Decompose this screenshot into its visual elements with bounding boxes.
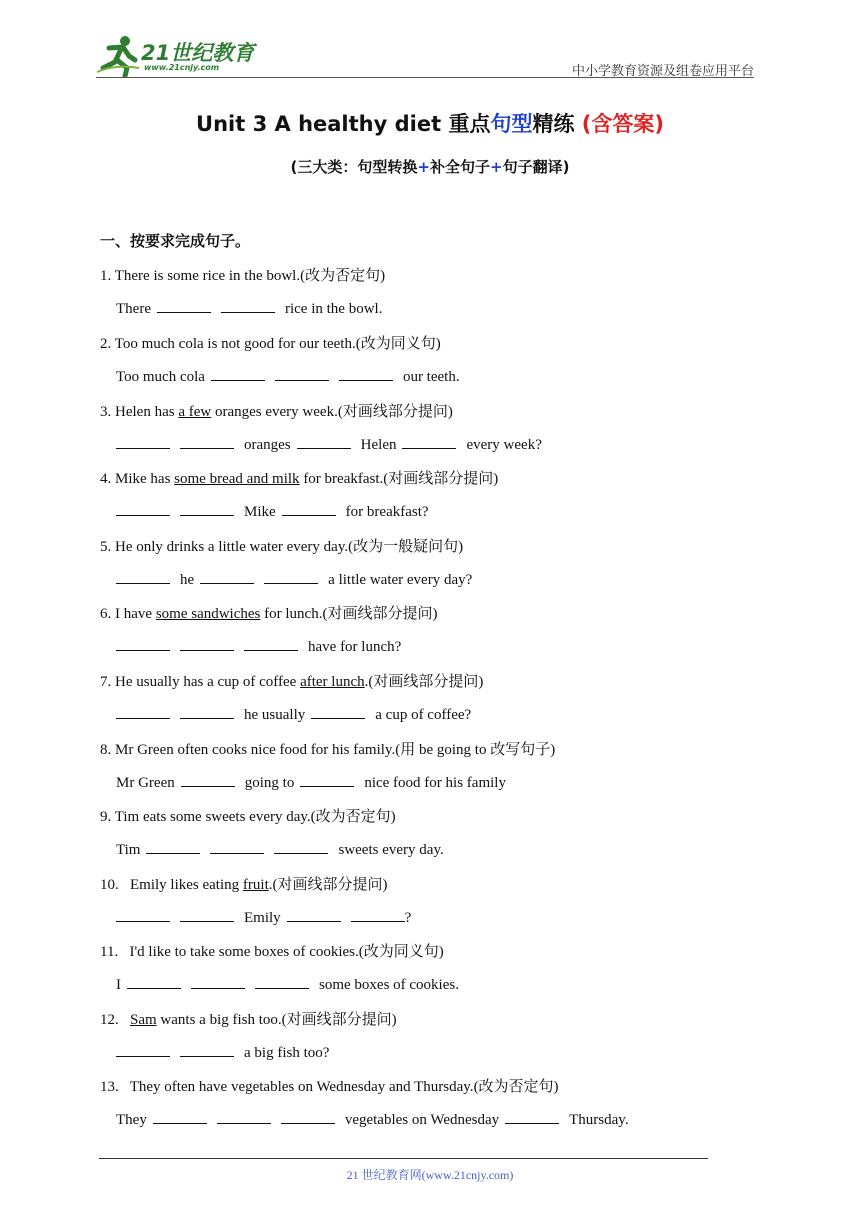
blank[interactable] xyxy=(297,434,351,449)
blank[interactable] xyxy=(221,298,275,313)
blank[interactable] xyxy=(311,704,365,719)
answer-6: have for lunch? xyxy=(116,636,401,656)
blank[interactable] xyxy=(116,569,170,584)
logo-text: 21世纪教育 xyxy=(141,41,255,65)
blank[interactable] xyxy=(116,501,170,516)
answer-5: he a little water every day? xyxy=(116,569,472,589)
question-2: 2. Too much cola is not good for our teeth.(改为同义句) xyxy=(100,336,441,352)
section-title: 一、按要求完成句子。 xyxy=(100,232,251,250)
blank[interactable] xyxy=(116,1042,170,1057)
question-9: 9. Tim eats some sweets every day.(改为否定句) xyxy=(100,809,396,825)
answer-7: he usually a cup of coffee? xyxy=(116,704,471,724)
blank[interactable] xyxy=(217,1109,271,1124)
blank[interactable] xyxy=(180,501,234,516)
question-3: 3. Helen has a few oranges every week.(对画线部分提问) xyxy=(100,404,453,420)
blank[interactable] xyxy=(274,839,328,854)
logo-url: www.21cnjy.com xyxy=(144,63,220,72)
subtitle-c: 句子翻译) xyxy=(502,158,570,176)
blank[interactable] xyxy=(127,974,181,989)
header-platform-text: 中小学教育资源及组卷应用平台 xyxy=(571,64,754,79)
header-divider xyxy=(96,77,754,78)
question-13: 13. They often have vegetables on Wednesday and Thursday.(改为否定句) xyxy=(100,1079,559,1095)
runner-icon xyxy=(95,34,141,78)
blank[interactable] xyxy=(191,974,245,989)
blank[interactable] xyxy=(287,907,341,922)
answer-13: They vegetables on Wednesday Thursday. xyxy=(116,1109,629,1129)
answer-8: Mr Green going to nice food for his family xyxy=(116,772,506,792)
blank[interactable] xyxy=(157,298,211,313)
page-subtitle xyxy=(0,156,860,177)
blank[interactable] xyxy=(244,636,298,651)
blank[interactable] xyxy=(116,434,170,449)
blank[interactable] xyxy=(282,501,336,516)
answer-10: Emily ? xyxy=(116,907,411,927)
blank[interactable] xyxy=(116,636,170,651)
subtitle-b: 补全句子 xyxy=(429,158,490,176)
blank[interactable] xyxy=(180,907,234,922)
question-4: 4. Mike has some bread and milk for breakfast.(对画线部分提问) xyxy=(100,471,499,487)
blank[interactable] xyxy=(180,704,234,719)
blank[interactable] xyxy=(351,907,405,922)
subtitle-plus-1: + xyxy=(417,158,430,176)
answer-9: Tim sweets every day. xyxy=(116,839,444,859)
title-part-2: 句型 xyxy=(490,112,533,136)
question-6: 6. I have some sandwiches for lunch.(对画线部分提问) xyxy=(100,606,438,622)
answer-11: I some boxes of cookies. xyxy=(116,974,459,994)
blank[interactable] xyxy=(116,907,170,922)
blank[interactable] xyxy=(255,974,309,989)
blank[interactable] xyxy=(281,1109,335,1124)
blank[interactable] xyxy=(300,772,354,787)
question-7: 7. He usually has a cup of coffee after lunch.(对画线部分提问) xyxy=(100,674,484,690)
blank[interactable] xyxy=(211,366,265,381)
page-header xyxy=(0,0,860,80)
question-1: 1. There is some rice in the bowl.(改为否定句) xyxy=(100,268,386,284)
blank[interactable] xyxy=(402,434,456,449)
answer-12: a big fish too? xyxy=(116,1042,329,1062)
question-11: 11. I'd like to take some boxes of cookies.(改为同义句) xyxy=(100,944,444,960)
blank[interactable] xyxy=(180,434,234,449)
footer-link[interactable]: 21 世纪教育网(www.21cnjy.com) xyxy=(346,1168,514,1182)
blank[interactable] xyxy=(146,839,200,854)
blank[interactable] xyxy=(275,366,329,381)
title-part-1: Unit 3 A healthy diet 重点 xyxy=(196,112,491,136)
subtitle-plus-2: + xyxy=(490,158,503,176)
subtitle-a: (三大类：句型转换 xyxy=(290,158,418,176)
answer-1: There rice in the bowl. xyxy=(116,298,382,318)
title-part-3: 精练 xyxy=(532,112,575,136)
blank[interactable] xyxy=(264,569,318,584)
question-8: 8. Mr Green often cooks nice food for his family.(用 be going to 改写句子) xyxy=(100,742,556,758)
question-10: 10. Emily likes eating fruit.(对画线部分提问) xyxy=(100,877,388,893)
answer-4: Mike for breakfast? xyxy=(116,501,429,521)
blank[interactable] xyxy=(153,1109,207,1124)
answer-3: oranges Helen every week? xyxy=(116,434,542,454)
page-title xyxy=(0,108,860,138)
blank[interactable] xyxy=(180,1042,234,1057)
answer-2: Too much cola our teeth. xyxy=(116,366,460,386)
question-12: 12. Sam wants a big fish too.(对画线部分提问) xyxy=(100,1012,397,1028)
blank[interactable] xyxy=(200,569,254,584)
footer-divider xyxy=(99,1158,708,1159)
logo xyxy=(95,34,265,78)
blank[interactable] xyxy=(181,772,235,787)
blank[interactable] xyxy=(210,839,264,854)
blank[interactable] xyxy=(505,1109,559,1124)
question-5: 5. He only drinks a little water every day.(改为一般疑问句) xyxy=(100,539,464,555)
title-part-4: (含答案) xyxy=(581,112,664,136)
blank[interactable] xyxy=(180,636,234,651)
blank[interactable] xyxy=(116,704,170,719)
blank[interactable] xyxy=(339,366,393,381)
